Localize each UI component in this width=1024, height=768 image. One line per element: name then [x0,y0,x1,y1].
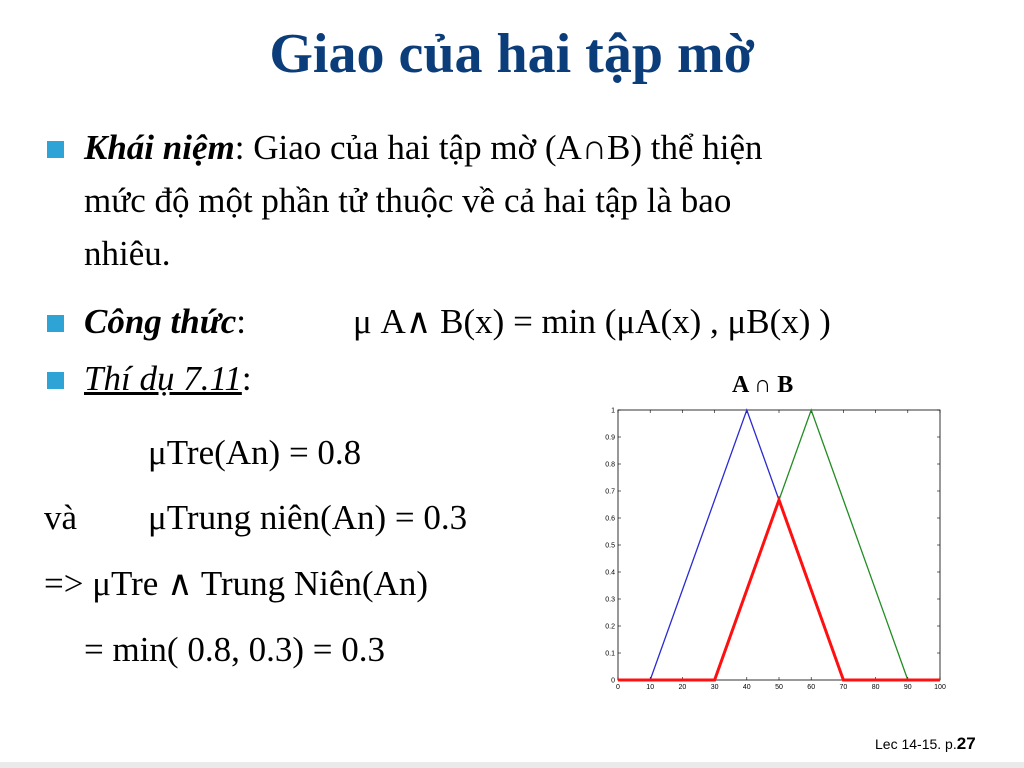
x-tick-label: 80 [871,684,880,691]
y-tick-label: 0.1 [605,650,615,658]
series-line-1 [618,410,940,680]
y-tick-label: 0.9 [605,434,615,442]
example-line1: μTre(An) = 0.8 [148,433,362,472]
x-tick-label: 100 [934,684,946,691]
example-line4: = min( 0.8, 0.3) = 0.3 [84,630,385,669]
bullet1-line3: nhiêu. [84,234,171,273]
bullet1-term: Khái niệm [84,128,235,167]
bullet3-sep: : [241,359,252,398]
bullet1-line1 [84,127,763,169]
y-tick-label: 0.2 [605,623,615,631]
plot-frame [618,410,940,680]
bullet1-text: Giao của hai tập mờ (A∩B) thể hiện [253,128,763,167]
footer-prefix: Lec 14-15. p. [875,736,957,752]
formula: μ A∧ B(x) = min (μA(x) , μB(x) ) [353,302,831,341]
bullet2-sep: : [236,302,246,341]
y-tick-label: 0.7 [605,488,615,496]
bullet-marker [47,315,64,332]
example-line2-prefix: và [44,498,78,537]
x-tick-label: 90 [903,684,912,691]
x-tick-label: 0 [616,684,620,691]
y-tick-label: 0.8 [605,461,615,469]
x-tick-label: 30 [710,684,719,691]
bullet3-term: Thí dụ 7.11 [84,359,242,398]
x-tick-label: 70 [839,684,848,691]
y-tick-label: 0.5 [605,542,615,550]
bullet1-line2: mức độ một phần tử thuộc về cả hai tập là bao [84,181,732,220]
y-tick-label: 0.6 [605,515,615,523]
example-line2: μTrung niên(An) = 0.3 [148,498,468,537]
x-tick-label: 50 [775,684,783,691]
series-line-2 [618,410,940,680]
x-tick-label: 60 [807,684,816,691]
slide-title: Giao của hai tập mờ [269,23,755,85]
bullet2-term: Công thức [84,302,237,341]
bullet1-sep: : [234,128,254,167]
bullet-marker [47,141,64,158]
bottom-bar [0,762,1024,768]
chart-title: A ∩ B [732,372,794,398]
page-number: 27 [956,734,976,753]
y-tick-label: 1 [611,407,615,415]
x-tick-label: 40 [742,684,751,691]
x-tick-label: 10 [646,684,655,691]
fuzzy-chart [592,400,964,700]
y-tick-label: 0.3 [605,596,615,604]
x-tick-label: 20 [678,684,687,691]
slide-footer [875,734,976,754]
bullet3-line [84,358,252,400]
y-tick-label: 0.4 [605,569,615,577]
y-tick-label: 0 [611,677,615,685]
bullet-marker [47,372,64,389]
example-line3: => μTre ∧ Trung Niên(An) [44,564,428,603]
bullet2-line [84,301,246,343]
series-line-3 [618,500,940,680]
